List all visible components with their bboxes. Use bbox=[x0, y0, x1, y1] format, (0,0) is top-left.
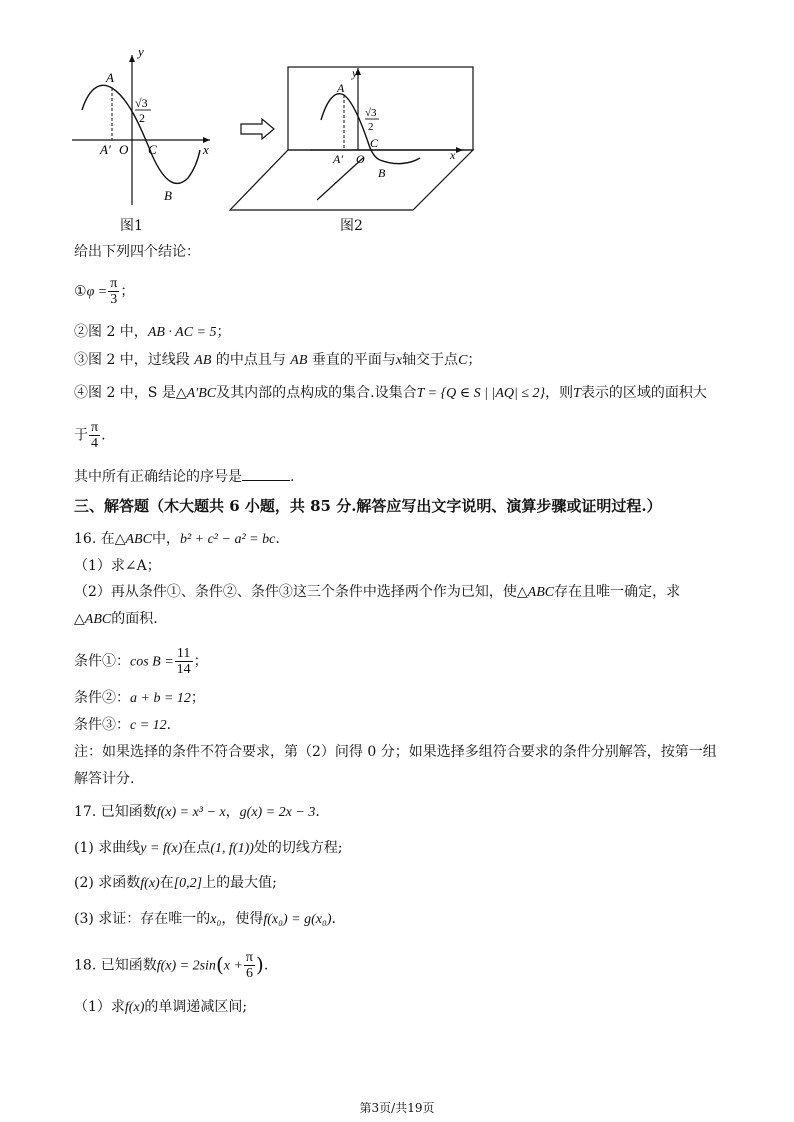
intro-text: 给出下列四个结论： bbox=[74, 244, 200, 260]
conclusion-1: ①φ = $\frac{\pi}{3}$ ； bbox=[74, 276, 135, 307]
label-B: B bbox=[164, 188, 172, 203]
label-A: A bbox=[337, 81, 345, 95]
q16-part-1: （1）求∠A； bbox=[74, 558, 161, 574]
label-2: 2 bbox=[139, 111, 145, 125]
q18-part-1: （1）求f(x)的单调递减区间; bbox=[74, 999, 248, 1015]
conclusion-4: ④图 2 中，S 是△A′BC及其内部的点构成的集合.设集合T = {Q ∈ S | |AQ| ≤ 2}，则T表示的区域的面积大 bbox=[74, 385, 707, 401]
fraction: $\frac{\pi}{6}$ bbox=[245, 950, 253, 981]
y-axis-arrow bbox=[129, 55, 135, 62]
conclusion-2: ②图 2 中，AB · AC = 5； bbox=[74, 324, 231, 340]
label-y: y bbox=[138, 44, 144, 59]
q16-note: 注：如果选择的条件不符合要求，第（2）问得 0 分；如果选择多组符合要求的条件分别解答，按第一组 bbox=[74, 744, 717, 760]
label-C: C bbox=[370, 136, 379, 150]
label-A: A bbox=[106, 70, 114, 85]
label-O: O bbox=[119, 142, 129, 157]
q16-note-continued: 解答计分. bbox=[74, 771, 135, 787]
q18-stem: 18. 已知函数f(x) = 2sin(x + $\frac{\pi}{6}$ ). bbox=[74, 950, 269, 981]
q17-part-2: (2) 求函数f(x)在[0,2]上的最大值; bbox=[74, 875, 277, 891]
q17-part-3: (3) 求证：存在唯一的x₀，使得f(x₀) = g(x₀). bbox=[74, 911, 336, 927]
conclusion-4-continued: 于 $\frac{\pi}{4}$ . bbox=[74, 420, 106, 451]
figure-1-caption: 图1 bbox=[120, 218, 143, 234]
fraction: $\frac{\pi}{3}$ bbox=[110, 276, 118, 307]
label-B: B bbox=[378, 166, 386, 180]
label-x: x bbox=[203, 142, 209, 157]
answer-blank bbox=[242, 468, 290, 481]
horizontal-plane bbox=[230, 150, 473, 210]
q16-condition-1: 条件①：cos B = $\frac{11}{14}$ ； bbox=[74, 646, 208, 677]
figure-1 bbox=[60, 40, 230, 210]
x-axis-arrow bbox=[456, 147, 463, 153]
vertical-plane bbox=[288, 67, 473, 150]
q17-stem: 17. 已知函数f(x) = x³ − x，g(x) = 2x − 3. bbox=[74, 804, 320, 820]
label-A-prime: A′ bbox=[100, 142, 111, 157]
label-C: C bbox=[148, 142, 157, 157]
sine-curve-lower bbox=[380, 158, 420, 164]
q16-stem: 16. 在△ABC中，b² + c² − a² = bc. bbox=[74, 531, 280, 547]
figure-2-caption: 图2 bbox=[340, 218, 363, 234]
q16-condition-3: 条件③：c = 12. bbox=[74, 717, 172, 733]
fraction: $\frac{11}{14}$ bbox=[176, 646, 191, 677]
label-sqrt3: √3 bbox=[135, 96, 148, 110]
label-O: O bbox=[356, 152, 365, 166]
section-3-heading: 三、解答题（木大题共 6 小题，共 85 分.解答应写出文字说明、演算步骤或证明过程.） bbox=[74, 497, 662, 515]
label-y: y bbox=[352, 66, 358, 80]
figure-2 bbox=[225, 60, 487, 216]
label-A-prime: A′ bbox=[333, 152, 343, 166]
label-2: 2 bbox=[368, 121, 374, 133]
fraction: $\frac{\pi}{4}$ bbox=[91, 420, 99, 451]
page-footer: 第3页/共19页 bbox=[359, 1101, 435, 1115]
q17-part-1: (1) 求曲线y = f(x)在点(1, f(1))处的切线方程; bbox=[74, 840, 343, 856]
conclusion-3: ③图 2 中，过线段 AB 的中点且与 AB 垂直的平面与x轴交于点C； bbox=[74, 352, 482, 368]
label-x: x bbox=[450, 148, 456, 162]
answer-prompt: 其中所有正确结论的序号是 . bbox=[74, 469, 295, 485]
q16-part-2-continued: △ABC的面积. bbox=[74, 611, 158, 627]
q16-condition-2: 条件②：a + b = 12； bbox=[74, 690, 205, 706]
q16-part-2: （2）再从条件①、条件②、条件③这三个条件中选择两个作为已知，使△ABC存在且唯一确定，求 bbox=[74, 584, 681, 600]
label-sqrt3: √3 bbox=[365, 107, 377, 119]
